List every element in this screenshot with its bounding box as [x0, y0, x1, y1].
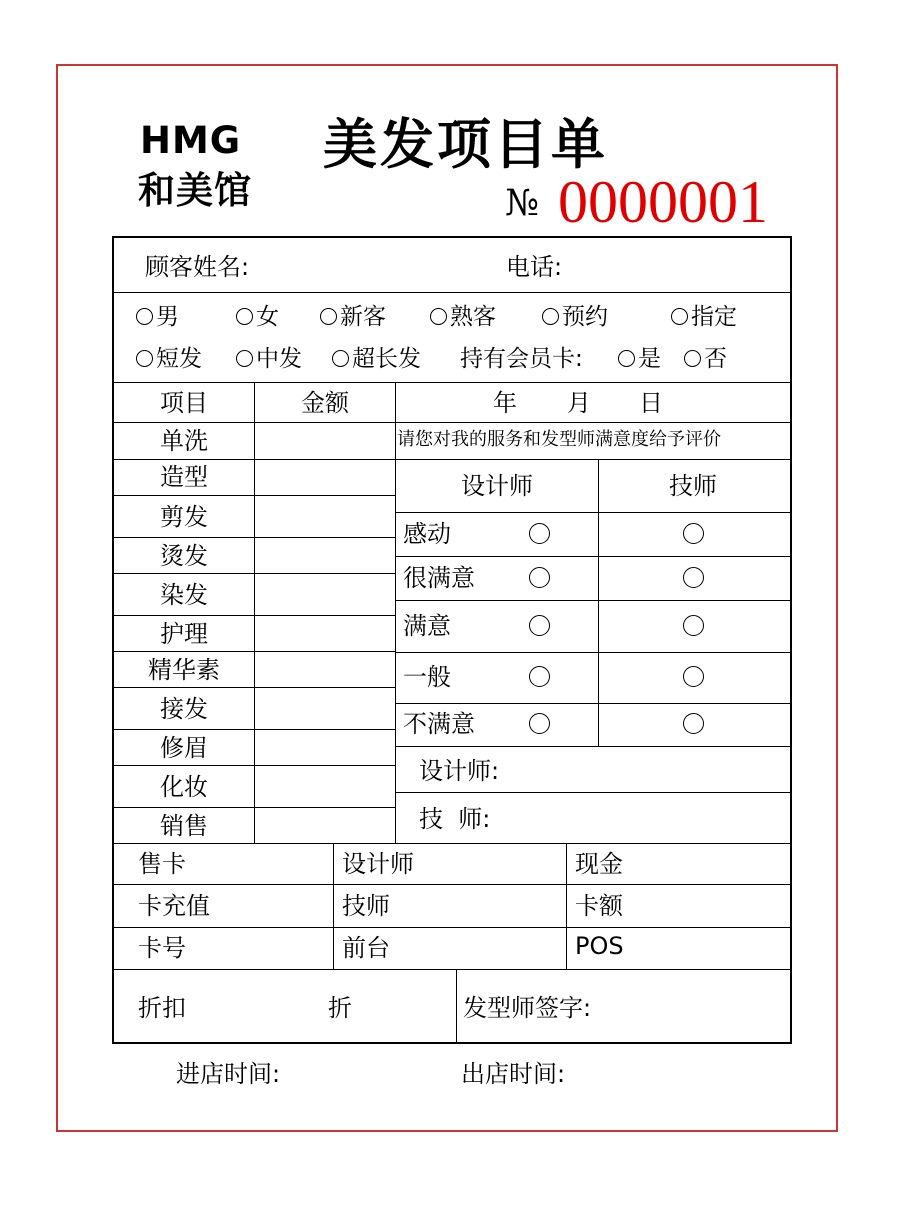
- option-member-yes[interactable]: [618, 348, 661, 371]
- payment-cell: 卡号: [138, 934, 186, 962]
- rating-technician-radio[interactable]: [683, 523, 704, 544]
- option-appointment[interactable]: [542, 306, 608, 329]
- option-label: 新客: [340, 304, 386, 330]
- option-long-hair[interactable]: [332, 348, 421, 371]
- option-label: 熟客: [450, 304, 496, 330]
- radio-circle-icon: [618, 350, 635, 367]
- option-label: 超长发: [352, 346, 421, 372]
- stylist-signature-label: 发型师签字:: [463, 994, 592, 1022]
- service-item: 烫发: [160, 542, 208, 570]
- rating-level: 满意: [403, 612, 451, 640]
- rating-technician-radio[interactable]: [683, 713, 704, 734]
- radio-circle-icon: [430, 308, 447, 325]
- divider: [598, 460, 599, 746]
- divider: [395, 792, 790, 793]
- option-label: 指定: [691, 304, 737, 330]
- option-label: 女: [256, 304, 279, 330]
- member-card-label: 持有会员卡:: [460, 346, 583, 372]
- divider: [113, 969, 790, 970]
- divider: [113, 927, 790, 928]
- page-title: 美发项目单: [323, 113, 608, 176]
- radio-circle-icon: [542, 308, 559, 325]
- divider: [113, 459, 790, 460]
- rating-designer-radio[interactable]: [529, 666, 550, 687]
- divider: [254, 383, 255, 843]
- service-item: 单洗: [160, 427, 208, 455]
- payment-cell: POS: [575, 932, 624, 960]
- check-out-time-label: 出店时间:: [461, 1060, 566, 1088]
- rating-designer-radio[interactable]: [529, 523, 550, 544]
- phone-label: 电话:: [506, 253, 563, 281]
- discount-unit: 折: [328, 994, 352, 1022]
- option-short-hair[interactable]: [136, 348, 202, 371]
- service-item: 化妆: [160, 773, 208, 801]
- service-item: 染发: [160, 581, 208, 609]
- option-label: 短发: [156, 346, 202, 372]
- divider: [456, 970, 457, 1042]
- serial-number: 0000001: [558, 169, 768, 235]
- radio-circle-icon: [320, 308, 337, 325]
- service-item: 精华素: [148, 656, 220, 684]
- rating-level: 感动: [403, 520, 451, 548]
- radio-circle-icon: [236, 308, 253, 325]
- option-label: 预约: [562, 304, 608, 330]
- divider: [113, 884, 790, 885]
- option-female[interactable]: [236, 306, 279, 329]
- divider: [395, 703, 790, 704]
- rating-technician-radio[interactable]: [683, 567, 704, 588]
- option-designated[interactable]: [671, 306, 737, 329]
- service-item: 造型: [160, 463, 208, 491]
- option-male[interactable]: [136, 306, 179, 329]
- payment-cell: 卡额: [575, 892, 623, 920]
- radio-circle-icon: [236, 350, 253, 367]
- divider: [333, 844, 334, 969]
- rating-level: 很满意: [403, 564, 475, 592]
- service-item: 修眉: [160, 734, 208, 762]
- radio-circle-icon: [671, 308, 688, 325]
- brand-name: HMG: [140, 119, 242, 162]
- divider: [395, 652, 790, 653]
- divider: [395, 746, 790, 747]
- divider: [113, 292, 790, 293]
- option-medium-hair[interactable]: [236, 348, 302, 371]
- payment-cell: 现金: [575, 850, 623, 878]
- divider: [113, 382, 790, 383]
- radio-circle-icon: [332, 350, 349, 367]
- service-item: 剪发: [160, 503, 208, 531]
- designer-signature-label: 设计师:: [419, 757, 500, 785]
- option-label: 中发: [256, 346, 302, 372]
- column-header-designer: 设计师: [461, 472, 533, 500]
- rating-level: 不满意: [403, 710, 475, 738]
- date-year-label: 年: [493, 389, 517, 417]
- rating-technician-radio[interactable]: [683, 666, 704, 687]
- divider: [566, 844, 567, 969]
- divider: [395, 383, 396, 843]
- technician-signature-label: 技 师:: [419, 805, 491, 833]
- rating-designer-radio[interactable]: [529, 713, 550, 734]
- option-member-no[interactable]: [684, 348, 727, 371]
- payment-cell: 技师: [342, 892, 390, 920]
- divider: [395, 512, 790, 513]
- service-item: 护理: [160, 620, 208, 648]
- service-item: 接发: [160, 695, 208, 723]
- option-label: 否: [704, 346, 727, 372]
- option-new-customer[interactable]: [320, 306, 386, 329]
- column-header-item: 项目: [160, 389, 208, 417]
- brand-chinese-name: 和美馆: [138, 169, 252, 212]
- rating-designer-radio[interactable]: [529, 567, 550, 588]
- payment-cell: 设计师: [342, 850, 414, 878]
- rating-technician-radio[interactable]: [683, 615, 704, 636]
- check-in-time-label: 进店时间:: [176, 1060, 281, 1088]
- date-day-label: 日: [639, 389, 663, 417]
- divider: [395, 600, 790, 601]
- customer-name-label: 顾客姓名:: [145, 253, 250, 281]
- divider: [113, 843, 790, 844]
- discount-label: 折扣: [138, 994, 186, 1022]
- radio-circle-icon: [136, 350, 153, 367]
- divider: [395, 556, 790, 557]
- date-month-label: 月: [567, 389, 591, 417]
- payment-cell: 售卡: [138, 850, 186, 878]
- payment-cell: 前台: [342, 934, 390, 962]
- rating-designer-radio[interactable]: [529, 615, 550, 636]
- column-header-technician: 技师: [669, 472, 717, 500]
- option-label: 男: [156, 304, 179, 330]
- rating-prompt: 请您对我的服务和发型师满意度给予评价: [397, 429, 721, 450]
- radio-circle-icon: [136, 308, 153, 325]
- column-header-amount: 金额: [301, 389, 349, 417]
- service-item: 销售: [160, 812, 208, 840]
- radio-circle-icon: [684, 350, 701, 367]
- option-regular-customer[interactable]: [430, 306, 496, 329]
- rating-level: 一般: [403, 663, 451, 691]
- serial-label: №: [505, 183, 540, 224]
- divider: [113, 422, 790, 423]
- option-label: 是: [638, 346, 661, 372]
- payment-cell: 卡充值: [138, 892, 210, 920]
